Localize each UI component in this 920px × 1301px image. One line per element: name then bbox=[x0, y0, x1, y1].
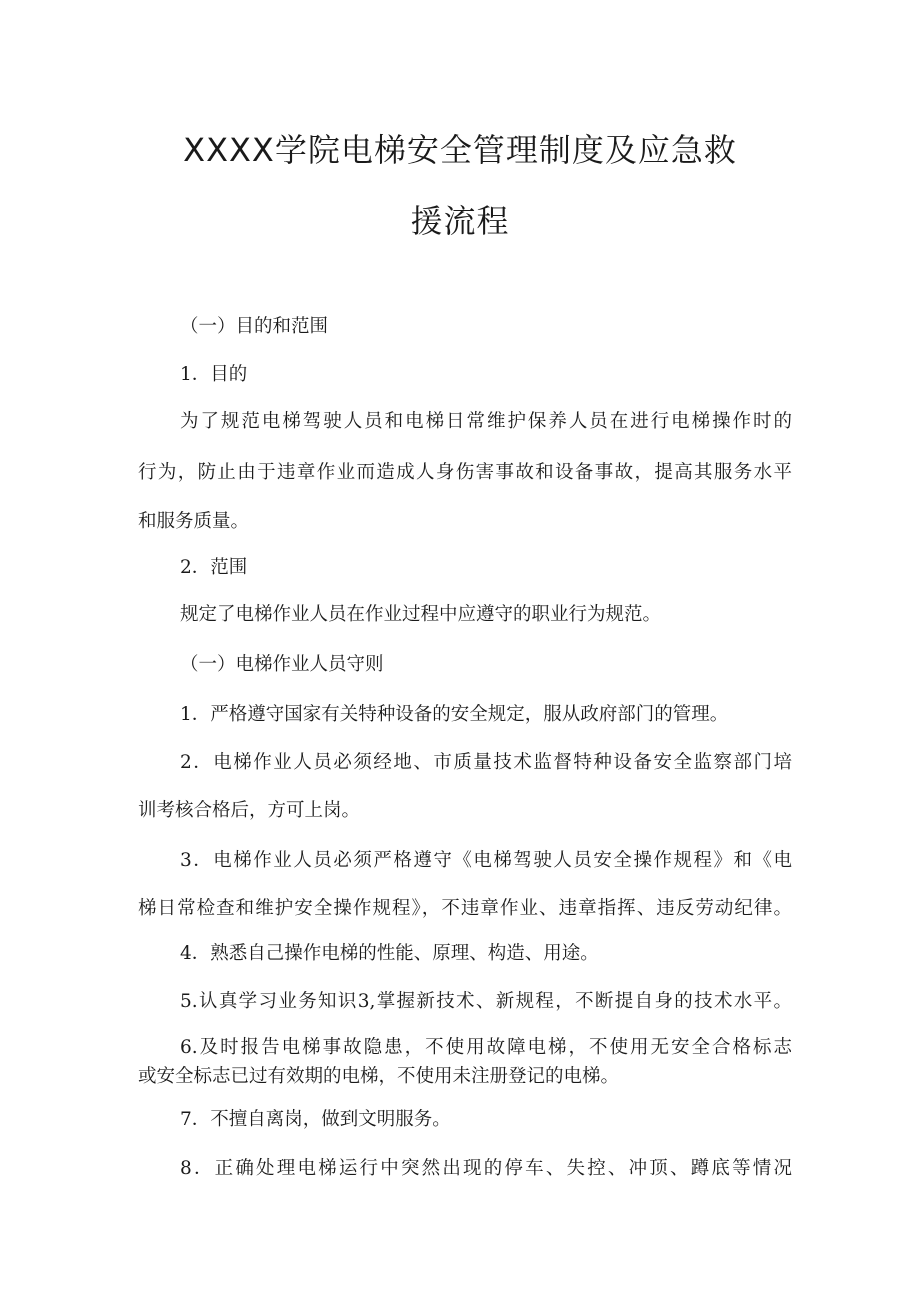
document-title-line-2: 援流程 bbox=[410, 202, 510, 240]
rule-item-6-line-1: 6.及时报告电梯事故隐患，不使用故障电梯，不使用无安全合格标志 bbox=[180, 1037, 792, 1058]
rule-item-3-line-1: 3．电梯作业人员必须严格遵守《电梯驾驶人员安全操作规程》和《电 bbox=[180, 850, 792, 871]
rule-item-2-line-1: 2．电梯作业人员必须经地、市质量技术监督特种设备安全监察部门培 bbox=[180, 752, 792, 773]
rule-item-6-line-2: 或安全标志已过有效期的电梯，不使用未注册登记的电梯。 bbox=[138, 1066, 620, 1087]
rule-item-1: 1．严格遵守国家有关特种设备的安全规定，服从政府部门的管理。 bbox=[180, 704, 729, 725]
rule-item-8: 8．正确处理电梯运行中突然出现的停车、失控、冲顶、蹲底等情况 bbox=[180, 1158, 792, 1179]
section-heading-purpose-scope: （一）目的和范围 bbox=[180, 316, 329, 337]
section-heading-operator-rules: （一）电梯作业人员守则 bbox=[180, 654, 384, 675]
document-title-line-1: XXXX学院电梯安全管理制度及应急救 bbox=[183, 131, 737, 169]
purpose-paragraph-line-2: 行为，防止由于违章作业而造成人身伤害事故和设备事故，提高其服务水平 bbox=[138, 462, 792, 483]
rule-item-4: 4．熟悉自己操作电梯的性能、原理、构造、用途。 bbox=[180, 943, 599, 964]
scope-paragraph: 规定了电梯作业人员在作业过程中应遵守的职业行为规范。 bbox=[180, 604, 662, 625]
rule-item-2-line-2: 训考核合格后，方可上岗。 bbox=[138, 800, 361, 821]
rule-item-5: 5.认真学习业务知识3,掌握新技术、新规程，不断提自身的技术水平。 bbox=[180, 991, 792, 1012]
purpose-paragraph-line-1: 为了规范电梯驾驶人员和电梯日常维护保养人员在进行电梯操作时的 bbox=[180, 411, 792, 432]
purpose-paragraph-line-3: 和服务质量。 bbox=[138, 511, 250, 532]
rule-item-3-line-2: 梯日常检查和维护安全操作规程》，不违章作业、违章指挥、违反劳动纪律。 bbox=[138, 898, 792, 919]
subheading-scope: 2．范围 bbox=[180, 557, 248, 578]
rule-item-7: 7．不擅自离岗，做到文明服务。 bbox=[180, 1109, 451, 1130]
subheading-purpose: 1．目的 bbox=[180, 364, 248, 385]
